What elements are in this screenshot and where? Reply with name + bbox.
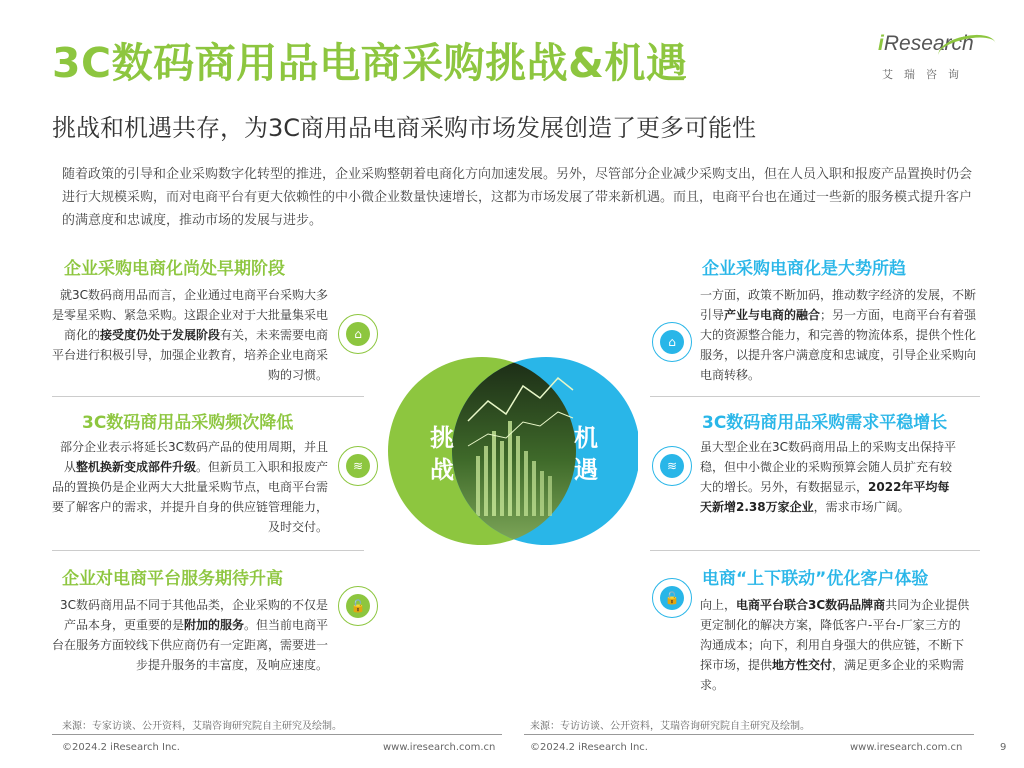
unlock-icon: 🔓 bbox=[338, 586, 378, 626]
right-section-text-3: 向上，电商平台联合3C数码品牌商共同为企业提供更定制化的解决方案，降低客户-平台-厂家三方的沟通成本；向下，利用自身强大的供应链，不断下探市场，提供地方性交付，满足更多企业的采购需求。 bbox=[700, 598, 970, 692]
right-section-title-1: 企业采购电商化是大势所趋 bbox=[702, 259, 906, 279]
right-section-text-2: 虽大型企业在3C数码商用品上的采购支出保持平稳，但中小微企业的采购预算会随人员扩充有较大的增长。另外，有数据显示，2022年平均每天新增2.38万家企业，需求市场广阔。 bbox=[700, 440, 957, 514]
venn-left-label-1: 挑 bbox=[430, 424, 454, 452]
right-section-text-1: 一方面，政策不断加码，推动数字经济的发展，不断引导产业与电商的融合；另一方面，电商平台有着强大的资源整合能力，和完善的物流体系，提供个性化服务，以提升客户满意度和忠诚度，引导企业采购向电商转移。 bbox=[700, 288, 977, 382]
left-section-text-3: 3C数码商用品不同于其他品类，企业采购的不仅是产品本身，更重要的是附加的服务。但当前电商平台在服务方面较线下供应商仍有一定距离，需要进一步提升服务的丰富度，及响应速度。 bbox=[52, 598, 329, 672]
left-section-text-2: 部分企业表示将延长3C数码产品的使用周期，并且从整机换新变成部件升级。但新员工入职和报废产品的置换仍是企业两大大批量采购节点，电商平台需要了解客户的需求，并提升自身的供应链管理能力，及时交付。 bbox=[52, 440, 329, 534]
right-section-title-2: 3C数码商用品采购需求平稳增长 bbox=[702, 413, 948, 433]
iresearch-logo: iResearch 艾瑞咨询 bbox=[878, 32, 998, 92]
unlock-icon: 🔓 bbox=[652, 578, 692, 618]
right-section-title-3: 电商“上下联动”优化客户体验 bbox=[702, 569, 929, 589]
home-icon: ⌂ bbox=[338, 314, 378, 354]
copyright-right: ©2024.2 iResearch Inc. bbox=[530, 742, 648, 753]
left-section-title-2: 3C数码商用品采购频次降低 bbox=[82, 413, 294, 433]
source-note-right: 来源：专访访谈、公开资料，艾瑞咨询研究院自主研究及绘制。 bbox=[530, 721, 810, 732]
left-section-title-3: 企业对电商平台服务期待升高 bbox=[62, 569, 283, 589]
page-number: 9 bbox=[1000, 742, 1007, 753]
left-section-title-1: 企业采购电商化尚处早期阶段 bbox=[64, 259, 285, 279]
source-note-left: 来源：专家访谈、公开资料，艾瑞咨询研究院自主研究及绘制。 bbox=[62, 721, 342, 732]
venn-left-label-2: 战 bbox=[430, 456, 454, 484]
copyright-left: ©2024.2 iResearch Inc. bbox=[62, 742, 180, 753]
page-title: 3C数码商用品电商采购挑战&机遇 bbox=[52, 39, 688, 87]
url-left[interactable]: www.iresearch.com.cn bbox=[383, 742, 496, 753]
venn-right-label-2: 遇 bbox=[574, 456, 598, 484]
url-right[interactable]: www.iresearch.com.cn bbox=[850, 742, 963, 753]
layers-icon: ≋ bbox=[652, 446, 692, 486]
left-section-text-1: 就3C数码商用品而言，企业通过电商平台采购大多是零星采购、紧急采购。这跟企业对于大批量集采电商化的接受度仍处于发展阶段有关，未来需要电商平台进行积极引导，加强企业教育，培养企业电商采购的习惯。 bbox=[52, 288, 329, 382]
intro-paragraph: 随着政策的引导和企业采购数字化转型的推进，企业采购整朝着电商化方向加速发展。另外，尽管部分企业减少采购支出，但在人员入职和报废产品置换时仍会进行大规模采购，而对电商平台有更大依赖性的中小微企业数量快速增长，这都为市场发展了带来新机遇。而且，电商平台也在通过一些新的服务模式提升客户的满意度和忠诚度，推动市场的发展与进步。 bbox=[62, 167, 973, 228]
challenge-opportunity-venn bbox=[388, 326, 638, 576]
page-subtitle: 挑战和机遇共存，为3C商用品电商采购市场发展创造了更多可能性 bbox=[52, 114, 757, 142]
layers-icon: ≋ bbox=[338, 446, 378, 486]
home-icon: ⌂ bbox=[652, 322, 692, 362]
venn-right-label-1: 机 bbox=[574, 424, 598, 452]
